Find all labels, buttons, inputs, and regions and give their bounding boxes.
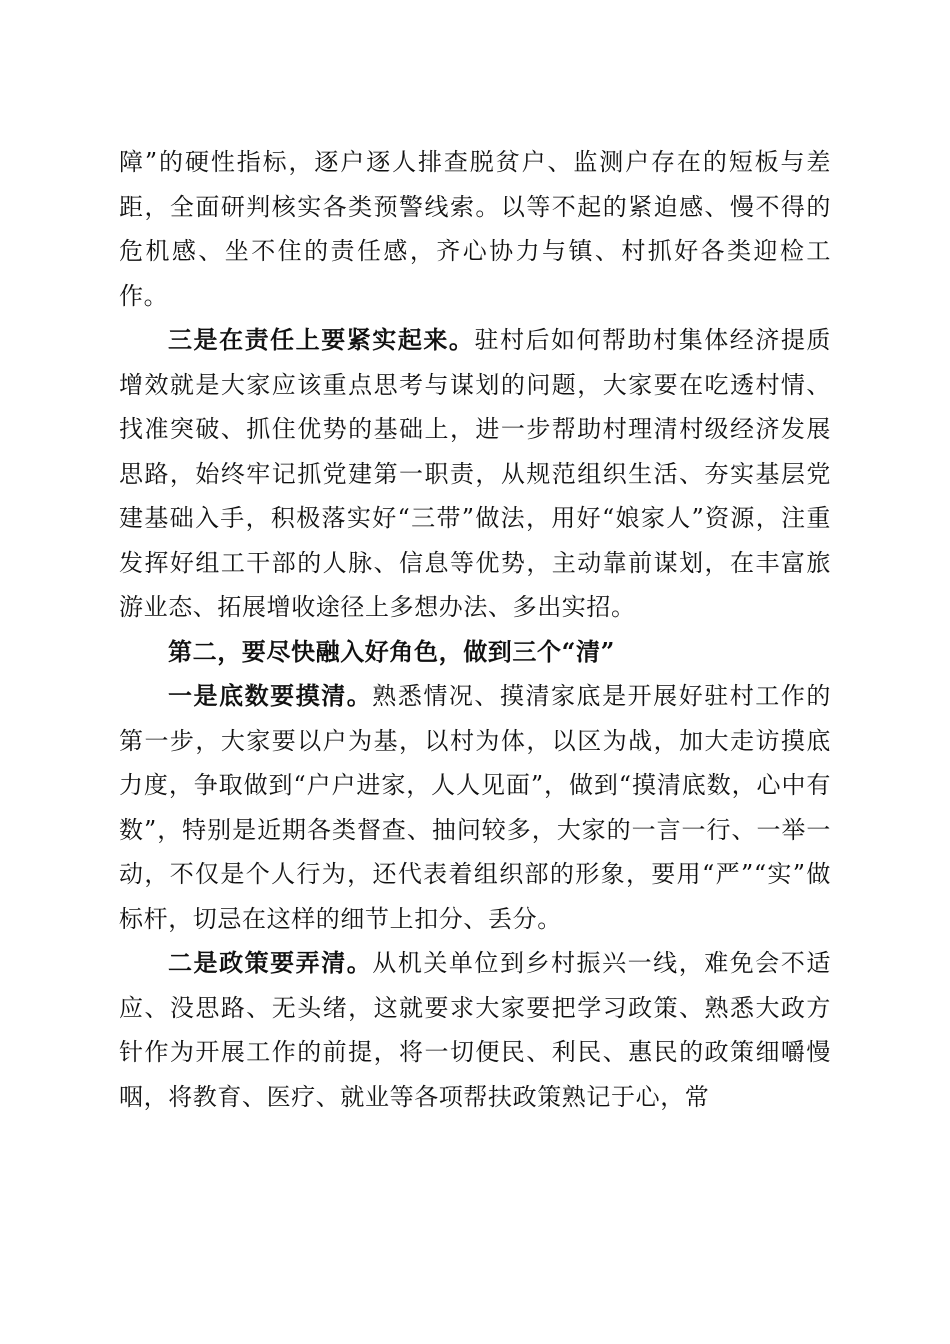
paragraph-lead: 三是在责任上要紧实起来。	[168, 325, 475, 354]
paragraph-baseline	[119, 674, 831, 941]
paragraph-text: 驻村后如何帮助村集体经济提质增效就是大家应该重点思考与谋划的问题，大家要在吃透村情、找准突破、抓住优势的基础上，进一步帮助村理清村级经济发展思路，始终牢记抓党建第一职责，从规范组织生活、夯实基层党建基础入手，积极落实好“三带”做法，用好“娘家人”资源，注重发挥好组工干部的人脉、信息等优势，主动靠前谋划，在丰富旅游业态、拓展增收途径上多想办法、多出实招。	[119, 326, 831, 621]
paragraph-text: 从机关单位到乡村振兴一线，难免会不适应、没思路、无头绪，这就要求大家要把学习政策、熟悉大政方针作为开展工作的前提，将一切便民、利民、惠民的政策细嚼慢咽，将教育、医疗、就业等各项帮扶政策熟记于心，常	[119, 949, 831, 1111]
paragraph-lead: 一是底数要摸清。	[168, 681, 373, 710]
paragraph-responsibility	[119, 318, 831, 630]
paragraph-text: 障”的硬性指标，逐户逐人排查脱贫户、监测户存在的短板与差距，全面研判核实各类预警线索。以等不起的紧迫感、慢不得的危机感、坐不住的责任感，齐心协力与镇、村抓好各类迎检工作。	[119, 148, 831, 310]
document-body	[119, 140, 831, 1119]
paragraph-lead: 二是政策要弄清。	[168, 948, 373, 977]
paragraph-continuation	[119, 140, 831, 318]
paragraph-policy	[119, 941, 831, 1119]
section-heading-second	[119, 630, 831, 675]
paragraph-text: 熟悉情况、摸清家底是开展好驻村工作的第一步，大家要以户为基，以村为体，以区为战，加大走访摸底力度，争取做到“户户进家，人人见面”，做到“摸清底数，心中有数”，特别是近期各类督查、抽问较多，大家的一言一行、一举一动，不仅是个人行为，还代表着组织部的形象，要用“严”“实”做标杆，切忌在这样的细节上扣分、丢分。	[119, 682, 831, 933]
section-heading-text: 第二，要尽快融入好角色，做到三个“清”	[168, 636, 616, 666]
